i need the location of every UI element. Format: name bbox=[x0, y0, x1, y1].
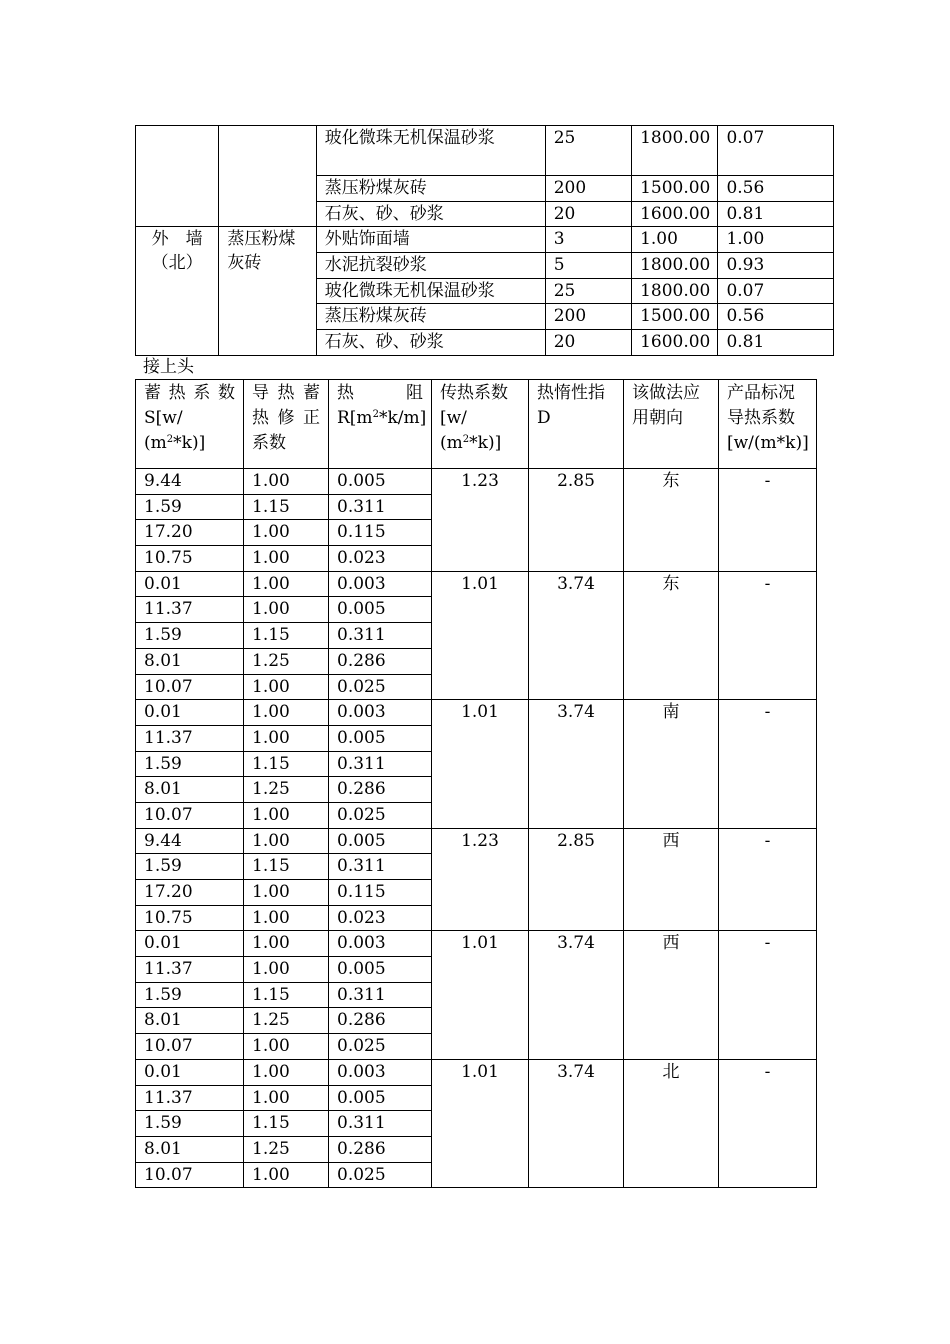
correction-cell: 1.00 bbox=[244, 1059, 329, 1085]
inertia-index-cell: 3.74 bbox=[529, 700, 624, 828]
header-line: S[w/ bbox=[144, 408, 183, 428]
material-cell: 外贴饰面墙 bbox=[316, 227, 545, 253]
resistance-cell: 0.003 bbox=[329, 700, 432, 726]
resistance-cell: 0.311 bbox=[329, 494, 432, 520]
header-line: 导热系数 bbox=[727, 408, 795, 428]
inertia-index-cell: 3.74 bbox=[529, 931, 624, 1059]
location-cell bbox=[136, 227, 219, 355]
correction-cell: 1.00 bbox=[244, 931, 329, 957]
header-line: 产品标况 bbox=[727, 383, 795, 403]
density-cell: 1800.00 bbox=[632, 253, 718, 279]
material-cell: 蒸压粉煤灰砖 bbox=[316, 304, 545, 330]
correction-cell: 1.00 bbox=[244, 828, 329, 854]
heat-storage-cell: 1.59 bbox=[136, 854, 244, 880]
transfer-coefficient-cell: 1.01 bbox=[432, 1059, 529, 1187]
heat-storage-cell: 17.20 bbox=[136, 880, 244, 906]
header-line: 热 阻 bbox=[337, 383, 423, 403]
correction-cell: 1.00 bbox=[244, 802, 329, 828]
thickness-cell: 20 bbox=[545, 201, 631, 227]
transfer-coefficient-cell: 1.01 bbox=[432, 571, 529, 699]
orientation-cell: 西 bbox=[624, 828, 719, 931]
heat-storage-cell: 10.07 bbox=[136, 1162, 244, 1188]
material-cell: 玻化微珠无机保温砂浆 bbox=[316, 126, 545, 176]
empty-cell bbox=[136, 126, 219, 227]
conductivity-cell: 1.00 bbox=[718, 227, 834, 253]
resistance-cell: 0.115 bbox=[329, 880, 432, 906]
orientation-cell: 南 bbox=[624, 700, 719, 828]
thickness-cell: 25 bbox=[545, 278, 631, 304]
correction-cell: 1.15 bbox=[244, 982, 329, 1008]
correction-cell: 1.00 bbox=[244, 520, 329, 546]
table-row bbox=[136, 126, 834, 176]
conductivity-cell: 0.81 bbox=[718, 330, 834, 356]
heat-storage-cell: 11.37 bbox=[136, 725, 244, 751]
correction-cell: 1.00 bbox=[244, 674, 329, 700]
resistance-cell: 0.115 bbox=[329, 520, 432, 546]
table-row bbox=[136, 469, 817, 495]
correction-cell: 1.00 bbox=[244, 1085, 329, 1111]
correction-cell: 1.00 bbox=[244, 725, 329, 751]
header-line: 用朝向 bbox=[632, 408, 683, 428]
resistance-cell: 0.005 bbox=[329, 1085, 432, 1111]
inertia-index-cell: 2.85 bbox=[529, 469, 624, 572]
header-line: $(m^2*k)$] bbox=[144, 433, 206, 453]
orientation-cell: 东 bbox=[624, 571, 719, 699]
header-line: 导热蓄 bbox=[252, 383, 320, 403]
heat-storage-cell: 10.07 bbox=[136, 802, 244, 828]
conductivity-cell: 0.56 bbox=[718, 304, 834, 330]
table-row bbox=[136, 227, 834, 253]
resistance-cell: 0.286 bbox=[329, 648, 432, 674]
correction-cell: 1.00 bbox=[244, 597, 329, 623]
empty-cell bbox=[219, 126, 316, 227]
transfer-coefficient-cell: 1.01 bbox=[432, 931, 529, 1059]
header-line: $R[m^2*k/m]$ bbox=[337, 408, 427, 428]
density-cell: 1800.00 bbox=[632, 126, 718, 176]
density-cell: 1600.00 bbox=[632, 330, 718, 356]
product-conductivity-cell: - bbox=[719, 469, 817, 572]
material-cell: 水泥抗裂砂浆 bbox=[316, 253, 545, 279]
table-row bbox=[136, 1059, 817, 1085]
heat-storage-cell: 17.20 bbox=[136, 520, 244, 546]
correction-cell: 1.15 bbox=[244, 1111, 329, 1137]
resistance-cell: 0.005 bbox=[329, 469, 432, 495]
header-line: [w/ bbox=[440, 408, 467, 428]
location-line: （北） bbox=[151, 253, 203, 274]
correction-cell: 1.25 bbox=[244, 1136, 329, 1162]
correction-cell: 1.00 bbox=[244, 571, 329, 597]
correction-cell: 1.00 bbox=[244, 1034, 329, 1060]
resistance-cell: 0.023 bbox=[329, 905, 432, 931]
wall-type-cell bbox=[219, 227, 316, 355]
header-correction bbox=[244, 380, 329, 469]
conductivity-cell: 0.56 bbox=[718, 176, 834, 202]
resistance-cell: 0.025 bbox=[329, 1162, 432, 1188]
resistance-cell: 0.286 bbox=[329, 1136, 432, 1162]
resistance-cell: 0.311 bbox=[329, 982, 432, 1008]
resistance-cell: 0.005 bbox=[329, 957, 432, 983]
correction-cell: 1.00 bbox=[244, 957, 329, 983]
conductivity-cell: 0.07 bbox=[718, 278, 834, 304]
resistance-cell: 0.286 bbox=[329, 1008, 432, 1034]
material-cell: 石灰、砂、砂浆 bbox=[316, 201, 545, 227]
heat-storage-cell: 1.59 bbox=[136, 623, 244, 649]
heat-storage-cell: 10.07 bbox=[136, 674, 244, 700]
header-line: 该做法应 bbox=[632, 383, 700, 403]
density-cell: 1800.00 bbox=[632, 278, 718, 304]
resistance-cell: 0.286 bbox=[329, 777, 432, 803]
resistance-cell: 0.311 bbox=[329, 1111, 432, 1137]
heat-storage-cell: 1.59 bbox=[136, 1111, 244, 1137]
header-row bbox=[136, 380, 817, 469]
header-line: 蓄热系数 bbox=[144, 383, 235, 403]
density-cell: 1600.00 bbox=[632, 201, 718, 227]
correction-cell: 1.00 bbox=[244, 880, 329, 906]
table-row bbox=[136, 700, 817, 726]
product-conductivity-cell: - bbox=[719, 931, 817, 1059]
thickness-cell: 200 bbox=[545, 304, 631, 330]
heat-storage-cell: 0.01 bbox=[136, 700, 244, 726]
header-heat-storage bbox=[136, 380, 244, 469]
header-transfer-coefficient bbox=[432, 380, 529, 469]
inertia-index-cell: 2.85 bbox=[529, 828, 624, 931]
heat-storage-cell: 8.01 bbox=[136, 777, 244, 803]
continued-label: 接上头 bbox=[143, 357, 194, 377]
header-line: D bbox=[537, 408, 551, 428]
resistance-cell: 0.025 bbox=[329, 802, 432, 828]
orientation-cell: 东 bbox=[624, 469, 719, 572]
inertia-index-cell: 3.74 bbox=[529, 1059, 624, 1187]
resistance-cell: 0.311 bbox=[329, 623, 432, 649]
correction-cell: 1.15 bbox=[244, 751, 329, 777]
header-product-conductivity bbox=[719, 380, 817, 469]
wall-layers-table bbox=[135, 125, 834, 356]
heat-storage-cell: 1.59 bbox=[136, 982, 244, 1008]
header-line: 热修正 bbox=[252, 408, 320, 428]
heat-storage-cell: 8.01 bbox=[136, 1008, 244, 1034]
density-cell: 1500.00 bbox=[632, 176, 718, 202]
inertia-index-cell: 3.74 bbox=[529, 571, 624, 699]
header-inertia-index bbox=[529, 380, 624, 469]
resistance-cell: 0.311 bbox=[329, 854, 432, 880]
thickness-cell: 200 bbox=[545, 176, 631, 202]
orientation-cell: 西 bbox=[624, 931, 719, 1059]
heat-storage-cell: 9.44 bbox=[136, 469, 244, 495]
heat-storage-cell: 10.75 bbox=[136, 546, 244, 572]
correction-cell: 1.00 bbox=[244, 700, 329, 726]
correction-cell: 1.00 bbox=[244, 905, 329, 931]
density-cell: 1.00 bbox=[632, 227, 718, 253]
heat-storage-cell: 9.44 bbox=[136, 828, 244, 854]
table-row bbox=[136, 828, 817, 854]
product-conductivity-cell: - bbox=[719, 828, 817, 931]
correction-cell: 1.00 bbox=[244, 546, 329, 572]
correction-cell: 1.15 bbox=[244, 854, 329, 880]
header-line: 系数 bbox=[252, 433, 286, 453]
heat-storage-cell: 1.59 bbox=[136, 751, 244, 777]
conductivity-cell: 0.07 bbox=[718, 126, 834, 176]
heat-storage-cell: 11.37 bbox=[136, 597, 244, 623]
location-line: 外 墙 bbox=[151, 229, 203, 250]
thickness-cell: 20 bbox=[545, 330, 631, 356]
correction-cell: 1.15 bbox=[244, 494, 329, 520]
header-line: [w/(m*k)] bbox=[727, 433, 809, 453]
correction-cell: 1.15 bbox=[244, 623, 329, 649]
resistance-cell: 0.003 bbox=[329, 571, 432, 597]
resistance-cell: 0.005 bbox=[329, 828, 432, 854]
header-line: 热惰性指 bbox=[537, 383, 605, 403]
transfer-coefficient-cell: 1.23 bbox=[432, 828, 529, 931]
product-conductivity-cell: - bbox=[719, 571, 817, 699]
correction-cell: 1.25 bbox=[244, 648, 329, 674]
heat-storage-cell: 0.01 bbox=[136, 931, 244, 957]
resistance-cell: 0.023 bbox=[329, 546, 432, 572]
header-line: 传热系数 bbox=[440, 383, 508, 403]
thickness-cell: 5 bbox=[545, 253, 631, 279]
conductivity-cell: 0.81 bbox=[718, 201, 834, 227]
resistance-cell: 0.025 bbox=[329, 674, 432, 700]
correction-cell: 1.25 bbox=[244, 777, 329, 803]
heat-storage-cell: 10.75 bbox=[136, 905, 244, 931]
material-cell: 玻化微珠无机保温砂浆 bbox=[316, 278, 545, 304]
header-resistance bbox=[329, 380, 432, 469]
heat-storage-cell: 8.01 bbox=[136, 1136, 244, 1162]
table-row bbox=[136, 931, 817, 957]
heat-storage-cell: 0.01 bbox=[136, 571, 244, 597]
heat-storage-cell: 10.07 bbox=[136, 1034, 244, 1060]
heat-storage-cell: 0.01 bbox=[136, 1059, 244, 1085]
resistance-cell: 0.025 bbox=[329, 1034, 432, 1060]
header-orientation bbox=[624, 380, 719, 469]
conductivity-cell: 0.93 bbox=[718, 253, 834, 279]
resistance-cell: 0.311 bbox=[329, 751, 432, 777]
heat-storage-cell: 11.37 bbox=[136, 1085, 244, 1111]
table-row bbox=[136, 571, 817, 597]
transfer-coefficient-cell: 1.01 bbox=[432, 700, 529, 828]
material-cell: 石灰、砂、砂浆 bbox=[316, 330, 545, 356]
correction-cell: 1.00 bbox=[244, 469, 329, 495]
heat-storage-cell: 1.59 bbox=[136, 494, 244, 520]
heat-storage-cell: 8.01 bbox=[136, 648, 244, 674]
correction-cell: 1.00 bbox=[244, 1162, 329, 1188]
wall-type-text: 蒸压粉煤灰砖 bbox=[227, 229, 296, 274]
resistance-cell: 0.005 bbox=[329, 725, 432, 751]
product-conductivity-cell: - bbox=[719, 1059, 817, 1187]
transfer-coefficient-cell: 1.23 bbox=[432, 469, 529, 572]
material-cell: 蒸压粉煤灰砖 bbox=[316, 176, 545, 202]
thermal-properties-table bbox=[135, 379, 817, 1188]
product-conductivity-cell: - bbox=[719, 700, 817, 828]
correction-cell: 1.25 bbox=[244, 1008, 329, 1034]
density-cell: 1500.00 bbox=[632, 304, 718, 330]
heat-storage-cell: 11.37 bbox=[136, 957, 244, 983]
resistance-cell: 0.005 bbox=[329, 597, 432, 623]
header-line: $(m^2*k)$] bbox=[440, 433, 502, 453]
orientation-cell: 北 bbox=[624, 1059, 719, 1187]
resistance-cell: 0.003 bbox=[329, 931, 432, 957]
thickness-cell: 25 bbox=[545, 126, 631, 176]
resistance-cell: 0.003 bbox=[329, 1059, 432, 1085]
thickness-cell: 3 bbox=[545, 227, 631, 253]
